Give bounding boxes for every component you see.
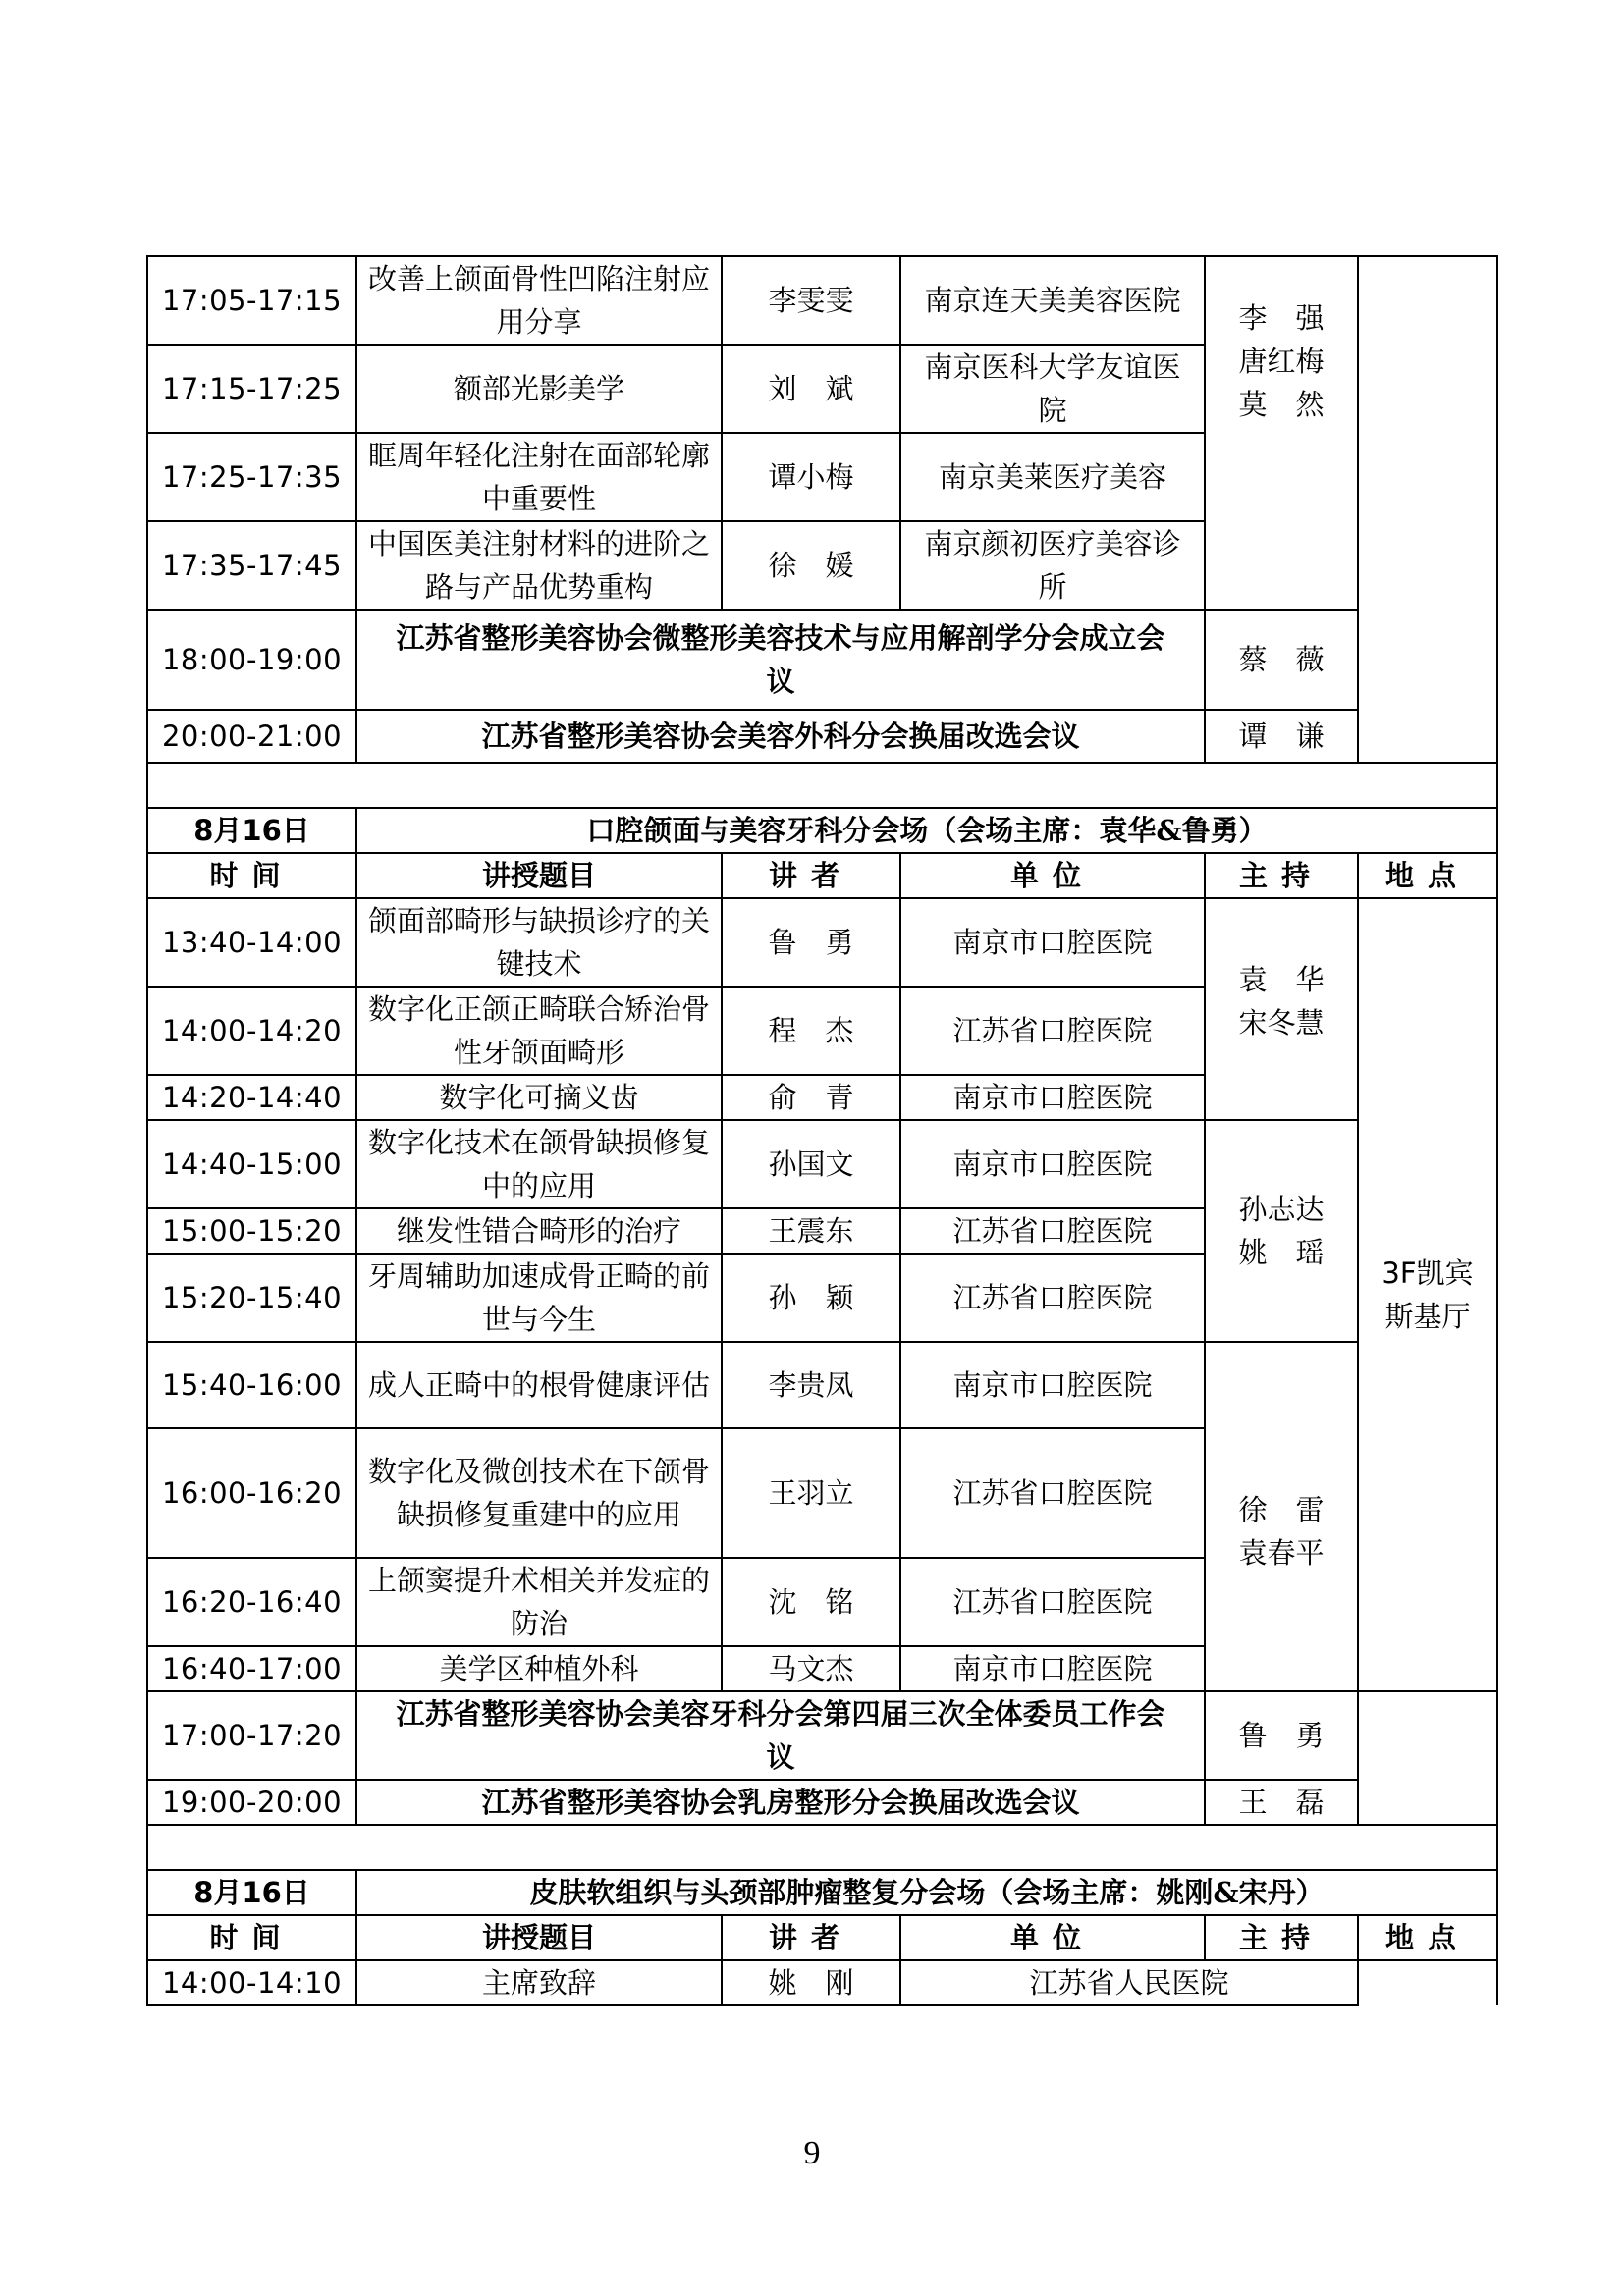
host-name: 袁春平 (1238, 1536, 1325, 1570)
session-header-row (147, 1870, 1497, 1915)
host-cell: 鲁 勇 (1205, 1691, 1358, 1780)
time-cell: 19:00-20:00 (147, 1780, 356, 1825)
spacer-row (147, 1825, 1497, 1870)
time-cell: 13:40-14:00 (147, 898, 356, 987)
speaker-cell: 王震东 (722, 1208, 900, 1254)
topic-cell: 成人正畸中的根骨健康评估 (356, 1342, 722, 1428)
meeting-title: 江苏省整形美容协会美容牙科分会第四届三次全体委员工作会议 (356, 1691, 1205, 1780)
host-name: 莫 然 (1238, 388, 1325, 421)
host-name: 李 强 (1238, 301, 1325, 335)
host-cell (1205, 256, 1358, 610)
speaker-cell: 孙国文 (722, 1120, 900, 1208)
unit-cell: 南京美莱医疗美容 (900, 433, 1205, 521)
location-line: 斯基厅 (1384, 1300, 1471, 1333)
host-name: 孙志达 (1238, 1193, 1325, 1226)
unit-cell: 南京市口腔医院 (900, 1075, 1205, 1120)
time-cell: 17:35-17:45 (147, 521, 356, 610)
spacer-cell (147, 763, 1497, 808)
time-cell: 18:00-19:00 (147, 610, 356, 710)
header-host: 主持 (1205, 853, 1358, 898)
time-cell: 17:05-17:15 (147, 256, 356, 345)
time-cell: 15:00-15:20 (147, 1208, 356, 1254)
table-row (147, 1120, 1497, 1208)
topic-cell: 数字化及微创技术在下颌骨缺损修复重建中的应用 (356, 1428, 722, 1558)
time-cell: 16:20-16:40 (147, 1558, 356, 1646)
unit-cell: 江苏省口腔医院 (900, 1558, 1205, 1646)
location-cell (1358, 898, 1497, 1691)
table-row (147, 898, 1497, 987)
topic-cell: 颌面部畸形与缺损诊疗的关键技术 (356, 898, 722, 987)
time-cell: 17:15-17:25 (147, 345, 356, 433)
location-cell-empty (1358, 1960, 1497, 2005)
unit-cell: 南京市口腔医院 (900, 1646, 1205, 1691)
meeting-title: 江苏省整形美容协会乳房整形分会换届改选会议 (356, 1780, 1205, 1825)
topic-cell: 改善上颌面骨性凹陷注射应用分享 (356, 256, 722, 345)
topic-cell: 中国医美注射材料的进阶之路与产品优势重构 (356, 521, 722, 610)
speaker-cell: 程 杰 (722, 987, 900, 1075)
unit-cell: 南京市口腔医院 (900, 1342, 1205, 1428)
header-unit: 单位 (900, 1915, 1205, 1960)
header-location: 地点 (1358, 853, 1497, 898)
time-cell: 15:20-15:40 (147, 1254, 356, 1342)
table-row (147, 256, 1497, 345)
time-cell: 14:20-14:40 (147, 1075, 356, 1120)
unit-cell: 江苏省口腔医院 (900, 1428, 1205, 1558)
table-row (147, 1960, 1497, 2005)
header-host: 主持 (1205, 1915, 1358, 1960)
topic-cell: 数字化技术在颌骨缺损修复中的应用 (356, 1120, 722, 1208)
session-date: 8月16日 (147, 808, 356, 853)
speaker-cell: 徐 媛 (722, 521, 900, 610)
spacer-row (147, 763, 1497, 808)
schedule-table (146, 255, 1498, 2006)
speaker-cell: 刘 斌 (722, 345, 900, 433)
host-cell: 王 磊 (1205, 1780, 1358, 1825)
host-name: 袁 华 (1238, 963, 1325, 996)
topic-cell: 数字化可摘义齿 (356, 1075, 722, 1120)
unit-cell: 南京医科大学友谊医院 (900, 345, 1205, 433)
meeting-row (147, 710, 1497, 763)
unit-cell: 南京颜初医疗美容诊所 (900, 521, 1205, 610)
unit-cell: 南京市口腔医院 (900, 1120, 1205, 1208)
session-title: 皮肤软组织与头颈部肿瘤整复分会场（会场主席：姚刚&宋丹） (356, 1870, 1497, 1915)
time-cell: 14:00-14:20 (147, 987, 356, 1075)
unit-cell: 江苏省口腔医院 (900, 1208, 1205, 1254)
header-topic: 讲授题目 (356, 1915, 722, 1960)
meeting-title: 江苏省整形美容协会微整形美容技术与应用解剖学分会成立会议 (356, 610, 1205, 710)
table-row (147, 1342, 1497, 1428)
host-name: 宋冬慧 (1238, 1006, 1325, 1040)
topic-cell: 美学区种植外科 (356, 1646, 722, 1691)
speaker-cell: 孙 颖 (722, 1254, 900, 1342)
topic-cell: 额部光影美学 (356, 345, 722, 433)
speaker-cell: 马文杰 (722, 1646, 900, 1691)
speaker-cell: 俞 青 (722, 1075, 900, 1120)
meeting-row (147, 610, 1497, 710)
time-cell: 16:00-16:20 (147, 1428, 356, 1558)
topic-cell: 上颌窦提升术相关并发症的防治 (356, 1558, 722, 1646)
column-header-row (147, 853, 1497, 898)
location-cell-empty (1358, 256, 1497, 763)
session-date: 8月16日 (147, 1870, 356, 1915)
host-name: 姚 瑶 (1238, 1236, 1325, 1269)
speaker-cell: 谭小梅 (722, 433, 900, 521)
speaker-cell: 李雯雯 (722, 256, 900, 345)
header-speaker: 讲者 (722, 853, 900, 898)
spacer-cell (147, 1825, 1497, 1870)
speaker-cell: 沈 铭 (722, 1558, 900, 1646)
unit-cell: 江苏省口腔医院 (900, 1254, 1205, 1342)
host-cell: 谭 谦 (1205, 710, 1358, 763)
host-name: 徐 雷 (1238, 1493, 1325, 1526)
time-cell: 14:00-14:10 (147, 1960, 356, 2005)
time-cell: 17:25-17:35 (147, 433, 356, 521)
host-cell (1205, 1342, 1358, 1691)
topic-cell: 牙周辅助加速成骨正畸的前世与今生 (356, 1254, 722, 1342)
speaker-cell: 姚 刚 (722, 1960, 900, 2005)
session-header-row (147, 808, 1497, 853)
session-title: 口腔颌面与美容牙科分会场（会场主席：袁华&鲁勇） (356, 808, 1497, 853)
host-name: 唐红梅 (1238, 345, 1325, 378)
time-cell: 17:00-17:20 (147, 1691, 356, 1780)
header-time: 时间 (147, 853, 356, 898)
meeting-title: 江苏省整形美容协会美容外科分会换届改选会议 (356, 710, 1205, 763)
time-cell: 14:40-15:00 (147, 1120, 356, 1208)
meeting-row (147, 1780, 1497, 1825)
header-topic: 讲授题目 (356, 853, 722, 898)
topic-cell: 主席致辞 (356, 1960, 722, 2005)
unit-cell: 南京连天美美容医院 (900, 256, 1205, 345)
header-time: 时间 (147, 1915, 356, 1960)
topic-cell: 继发性错合畸形的治疗 (356, 1208, 722, 1254)
time-cell: 16:40-17:00 (147, 1646, 356, 1691)
time-cell: 15:40-16:00 (147, 1342, 356, 1428)
host-cell (1205, 898, 1358, 1120)
unit-cell: 江苏省口腔医院 (900, 987, 1205, 1075)
unit-cell: 南京市口腔医院 (900, 898, 1205, 987)
header-speaker: 讲者 (722, 1915, 900, 1960)
column-header-row (147, 1915, 1497, 1960)
header-unit: 单位 (900, 853, 1205, 898)
unit-cell: 江苏省人民医院 (900, 1960, 1358, 2005)
host-cell: 蔡 薇 (1205, 610, 1358, 710)
location-line: 3F凯宾 (1381, 1256, 1474, 1290)
header-location: 地点 (1358, 1915, 1497, 1960)
speaker-cell: 鲁 勇 (722, 898, 900, 987)
time-cell: 20:00-21:00 (147, 710, 356, 763)
topic-cell: 眶周年轻化注射在面部轮廓中重要性 (356, 433, 722, 521)
page-number: 9 (803, 2135, 821, 2171)
topic-cell: 数字化正颌正畸联合矫治骨性牙颌面畸形 (356, 987, 722, 1075)
host-cell (1205, 1120, 1358, 1342)
speaker-cell: 王羽立 (722, 1428, 900, 1558)
speaker-cell: 李贵凤 (722, 1342, 900, 1428)
location-cell-empty (1358, 1691, 1497, 1825)
meeting-row (147, 1691, 1497, 1780)
